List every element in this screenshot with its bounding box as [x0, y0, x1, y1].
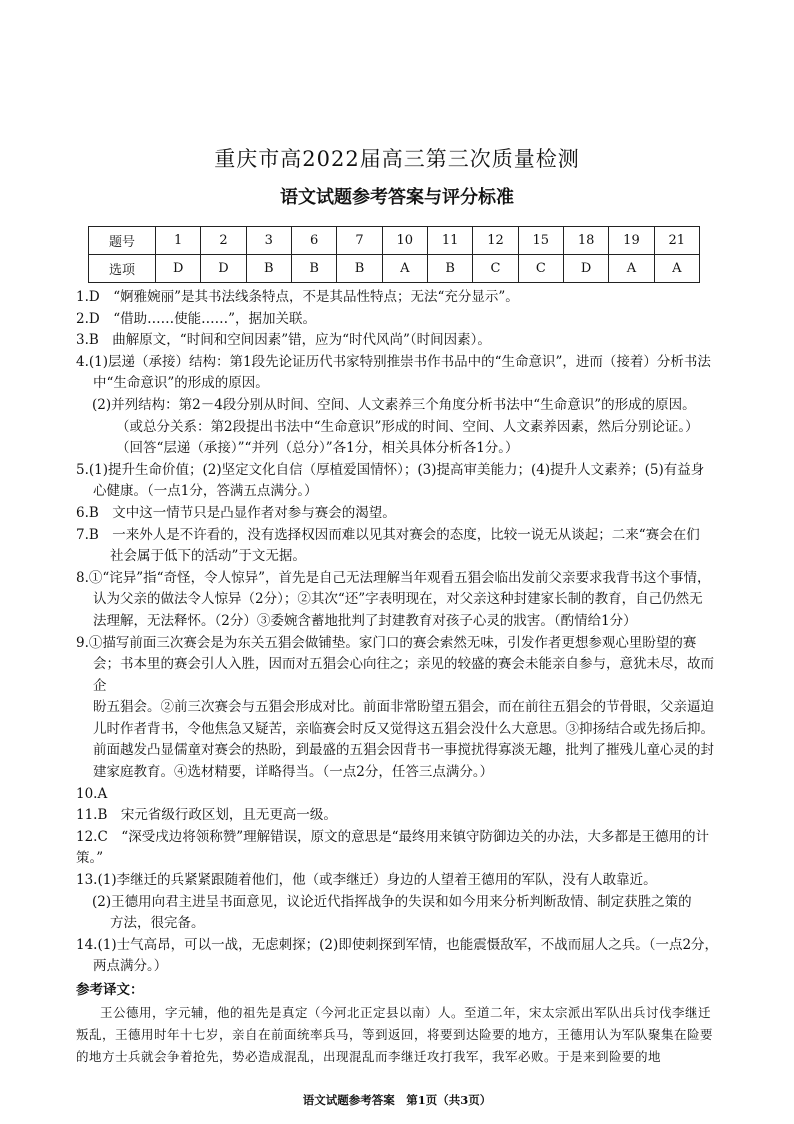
- answer-option-cell: A: [654, 255, 699, 283]
- answer-option-cell: B: [246, 255, 291, 283]
- question-number-cell: 18: [563, 227, 608, 255]
- answer-line: 14.(1)士气高昂，可以一战，无虑刺探；(2)即使刺探到军情，也能震慑敌军，不战而屈人之兵。（一点2分，: [76, 936, 719, 953]
- question-number-cell: 3: [246, 227, 291, 255]
- answer-option-cell: D: [201, 255, 246, 283]
- question-number-cell: 7: [337, 227, 382, 255]
- answer-line: 中“生命意识”的形成的原因。: [93, 375, 269, 392]
- answer-line: 11.B 宋元省级行政区划，且无更高一级。: [76, 807, 337, 824]
- answer-line: 10.A: [76, 785, 108, 802]
- answer-option-cell: C: [518, 255, 563, 283]
- answer-option-cell: D: [563, 255, 608, 283]
- answer-line: 社会属于低下的活动”于文无据。: [110, 548, 306, 565]
- document-title: 重庆市高2022届高三第三次质量检测: [214, 147, 580, 171]
- question-number-cell: 1: [156, 227, 201, 255]
- question-number-cell: 11: [427, 227, 472, 255]
- answer-line: 9.①描写前面三次赛会是为东关五猖会做铺垫。家门口的赛会索然无味，引发作者更想参观心里盼望的赛: [76, 634, 697, 651]
- answer-line: (2)王德用向君主进呈书面意见，议论近代指挥战争的失误和如今用来分析判断敌情、制定获胜之策的: [92, 893, 692, 910]
- answer-line: 4.(1)层递（承接）结构：第1段先论证历代书家特别推崇书作书品中的“生命意识”，进而（接着）分析书法: [76, 353, 711, 370]
- answer-line: 法理解，无法释怀。（2分）③委婉含蓄地批判了封建教育对孩子心灵的戕害。（酌情给1分）: [93, 612, 637, 629]
- answer-option-cell: B: [291, 255, 336, 283]
- answer-line: （回答“层递（承接）”“并列（总分）”各1分，相关具体分析各1分。）: [116, 440, 519, 457]
- answer-line: 8.①“诧异”指“奇怪，令人惊异”，首先是自己无法理解当年观看五猖会临出发前父亲要求我背书这个事情，: [76, 569, 711, 586]
- row-label-answer: 选项: [89, 255, 156, 283]
- page-footer: 语文试题参考答案 第1页（共3页）: [302, 1093, 492, 1107]
- answer-line: 方法，很完备。: [110, 915, 205, 932]
- answer-explanations: [76, 287, 721, 1068]
- answer-option-cell: A: [382, 255, 427, 283]
- answer-line: 两点满分。）: [93, 958, 168, 975]
- answer-line: 盼五猖会。②前三次赛会与五猖会形成对比。前面非常盼望五猖会，而在前往五猖会的节骨眼，父亲逼迫: [93, 699, 714, 716]
- answer-line: 心健康。（一点1分，答满五点满分。）: [93, 483, 318, 500]
- answer-option-cell: B: [427, 255, 472, 283]
- answer-option-cell: B: [337, 255, 382, 283]
- answer-line: (2)并列结构：第2－4段分别从时间、空间、人文素养三个角度分析书法中“生命意识”的形成的原因。: [92, 396, 696, 413]
- answer-option-cell: D: [156, 255, 201, 283]
- row-label-question: 题号: [89, 227, 156, 255]
- question-number-row: [89, 227, 700, 255]
- answer-option-cell: A: [609, 255, 654, 283]
- answer-line: （或总分关系：第2段提出书法中“生命意识”形成的时间、空间、人文素养因素，然后分别论证。）: [116, 418, 699, 435]
- answer-line: 12.C “深受戌边将领称赞”理解错误，原文的意思是“最终用来镇守防御边关的办法，大多都是王德用的计策。”: [76, 828, 710, 867]
- question-number-cell: 6: [291, 227, 336, 255]
- answer-line: 1.D “婀雅婉丽”是其书法线条特点，不是其品性特点；无法“充分显示”。: [76, 289, 519, 305]
- question-number-cell: 12: [473, 227, 518, 255]
- translation-heading: 参考译文：: [76, 982, 144, 998]
- answer-line: 儿时作者背书，令他焦急又疑苦，亲临赛会时反又觉得这五猖会没什么大意思。③抑扬结合或先扬后抑。: [93, 720, 714, 737]
- answer-line: 6.B 文中这一情节只是凸显作者对参与赛会的渴望。: [76, 504, 396, 521]
- question-number-cell: 19: [609, 227, 654, 255]
- answer-option-cell: C: [473, 255, 518, 283]
- answer-line: 7.B 一来外人是不许看的，没有选择权因而难以见其对赛会的态度，比较一说无从谈起；二来“赛会在们: [76, 526, 700, 543]
- answer-option-row: [89, 255, 700, 283]
- answer-line: 前面越发凸显儒童对赛会的热盼，到最盛的五猖会因背书一事搅扰得寡淡无趣，批判了摧残儿童心灵的封: [93, 742, 714, 759]
- answer-line: 建家庭教育。④选材精要，详略得当。（一点2分，任答三点满分。）: [93, 764, 494, 781]
- question-number-cell: 21: [654, 227, 699, 255]
- question-number-cell: 15: [518, 227, 563, 255]
- answer-line: 会；书本里的赛会引人入胜，因而对五猖会心向往之；亲见的较盛的赛会未能亲自参与，意犹未尽，故而企: [93, 656, 714, 694]
- document-subtitle: 语文试题参考答案与评分标准: [280, 187, 514, 208]
- answer-line: 认为父亲的做法令人惊异（2分）；②其次“还”字表明现在，对父亲这种封建家长制的教育，自己仍然无: [93, 591, 703, 608]
- answer-line: 5.(1)提升生命价值；(2)坚定文化自信（厚植爱国情怀）；(3)提高审美能力；(4)提升人文素养；(5)有益身: [76, 461, 705, 478]
- translation-text: 王公德用，字元辅，他的祖先是真定（今河北正定县以南）人。至道二年，宋太宗派出军队出兵讨伐李继迁叛乱，王德用时年十七岁，亲自在前面统率兵马，等到返回，将要到达险要的地方，王德用认为军队聚集在险要的地方士兵就会争着抢先，势必造成混乱，出现混乱而李继迁攻打我军，我军必败。于是来到险要的地: [76, 1004, 714, 1064]
- answer-line: 13.(1)李继迁的兵紧紧跟随着他们，他（或李继迁）身边的人望着王德用的军队，没有人敢靠近。: [76, 872, 657, 889]
- answer-key-table: [88, 226, 700, 283]
- question-number-cell: 10: [382, 227, 427, 255]
- question-number-cell: 2: [201, 227, 246, 255]
- answer-line: 3.B 曲解原文，“时间和空间因素”错，应为“时代风尚”（时间因素）。: [76, 332, 491, 349]
- answer-line: 2.D “借助……使能……”，据加关联。: [76, 310, 317, 327]
